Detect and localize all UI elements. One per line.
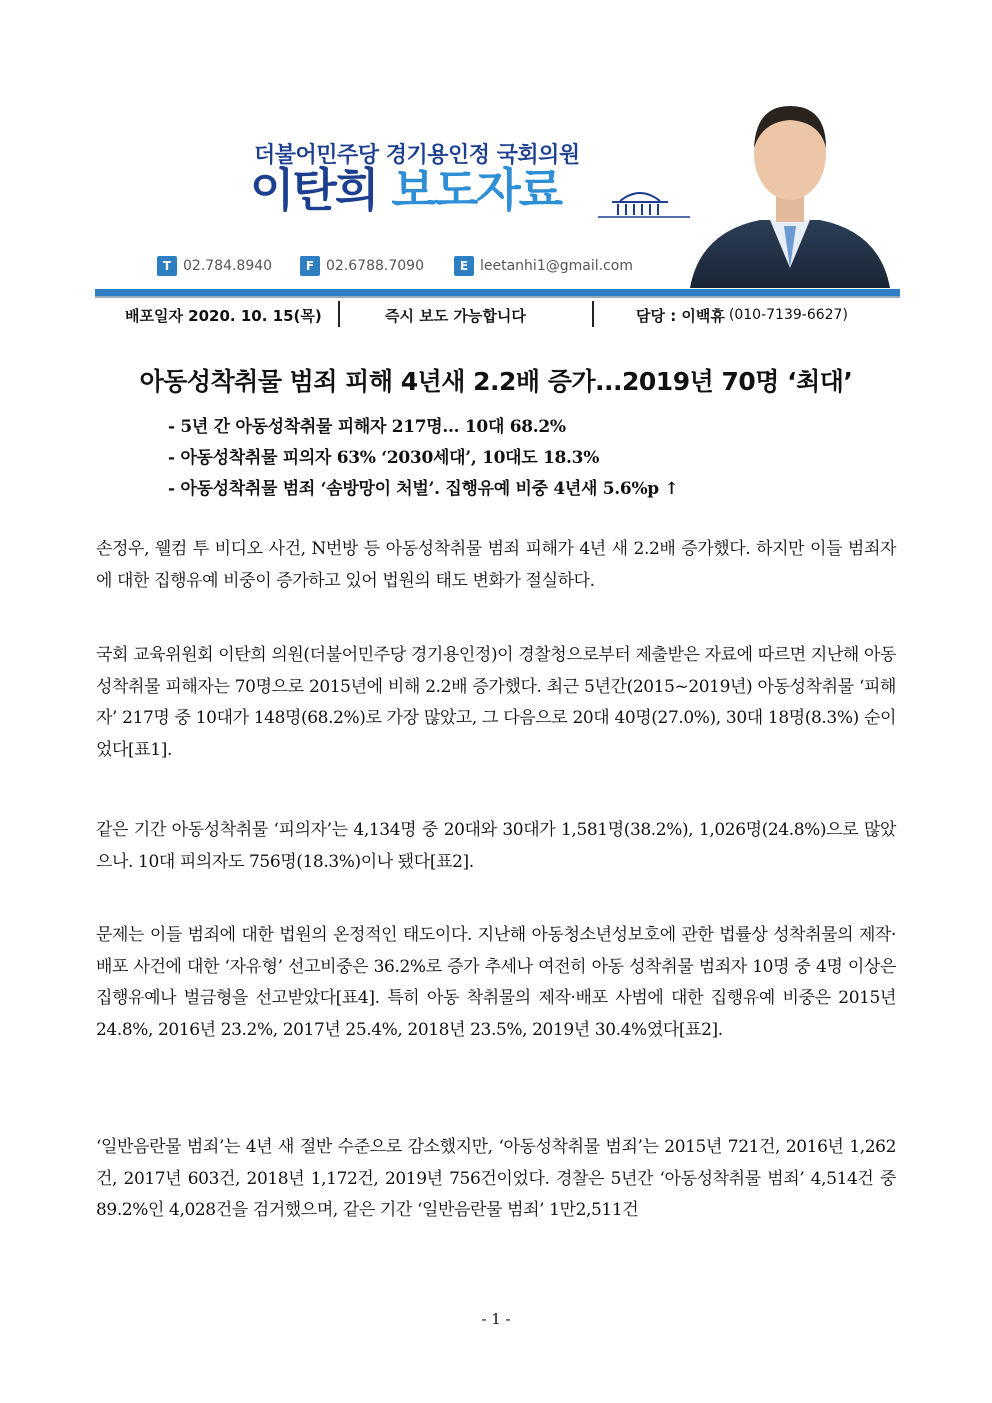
info-separator bbox=[338, 301, 340, 327]
fax-icon: F bbox=[300, 256, 320, 276]
contact-phone bbox=[157, 255, 272, 277]
national-assembly-icon bbox=[598, 185, 690, 221]
party-name: 더불어민주당 bbox=[254, 143, 379, 168]
document-type: 보도자료 bbox=[391, 163, 562, 217]
body-paragraph: 문제는 이들 범죄에 대한 법원의 온정적인 태도이다. 지난해 아동청소년성보호에 관한 법률상 성착취물의 제작·배포 사건에 대한 ‘자유형’ 선고비중은 36.2%로 증가 추세나 여전히 아동 성착취물 범죄자 10명 중 4명 이상은 집행유예나 벌금형을 선고받았다[표4]. 특히 아동 착취물의 제작·배포 사범에 대한 집행유예 비중은 2015년 24.8%, 2016년 23.2%, 2017년 25.4%, 2018년 23.5%, 2019년 30.4%였다[표2]. bbox=[96, 925, 896, 1040]
body-paragraph: 국회 교육위원회 이탄희 의원(더불어민주당 경기용인정)이 경찰청으로부터 제출받은 자료에 따르면 지난해 아동성착취물 피해자는 70명으로 2015년에 비해 2.2배 증가했다. 최근 5년간(2015~2019년) 아동성착취물 ‘피해자’ 217명 중 10대가 148명(68.2%)로 가장 많았고, 그 다음으로 20대 40명(27.0%), 30대 18명(8.3%) 순이었다[표1]. bbox=[96, 645, 896, 760]
phone-number: 02.784.8940 bbox=[183, 258, 273, 274]
email-icon: E bbox=[454, 256, 474, 276]
headline: 아동성착취물 범죄 피해 4년새 2.2배 증가...2019년 70명 ‘최대’ bbox=[139, 367, 853, 396]
release-date bbox=[125, 302, 322, 328]
fax-number: 02.6788.7090 bbox=[326, 258, 424, 274]
header-divider-thin bbox=[95, 296, 900, 298]
subheadline: - 아동성착취물 피의자 63% ‘2030세대’, 10대도 18.3% bbox=[168, 448, 600, 468]
lawmaker-portrait bbox=[680, 92, 900, 288]
header-divider bbox=[95, 289, 900, 296]
subheadline-list bbox=[168, 412, 678, 505]
body-paragraph: ‘일반음란물 범죄’는 4년 새 절반 수준으로 감소했지만, ‘아동성착취물 범죄’는 2015년 721건, 2016년 1,262건, 2017년 603건, 2018년 1,172건, 2019년 756건이었다. 경찰은 5년간 ‘아동성착취물 범죄’ 4,514건 중 89.2%인 4,028건을 검거했으며, 같은 기간 ‘일반음란물 범죄’ 1만2,511건 bbox=[96, 1137, 896, 1220]
subheadline: - 아동성착취물 범죄 ‘솜방망이 처벌’. 집행유예 비중 4년새 5.6%p ↑ bbox=[168, 479, 679, 499]
subheadline: - 5년 간 아동성착취물 피해자 217명... 10대 68.2% bbox=[168, 417, 566, 437]
release-note-text: 즉시 보도 가능합니다 bbox=[385, 306, 526, 325]
district-title: 경기용인정 국회의원 bbox=[385, 143, 580, 168]
release-note bbox=[385, 302, 526, 328]
info-separator bbox=[592, 301, 594, 327]
press-contact bbox=[636, 302, 848, 328]
press-contact-phone: (010-7139-6627) bbox=[728, 307, 848, 323]
release-date-text: 배포일자 2020. 10. 15(목) bbox=[125, 306, 322, 325]
press-contact-name: 담당 : 이백휴 bbox=[636, 306, 725, 325]
phone-icon: T bbox=[157, 256, 177, 276]
page-number: - 1 - bbox=[481, 1310, 511, 1328]
body-paragraph: 같은 기간 아동성착취물 ‘피의자’는 4,134명 중 20대와 30대가 1,581명(38.2%), 1,026명(24.8%)으로 많았으나. 10대 피의자도 756명(18.3%)이나 됐다[표2]. bbox=[96, 820, 896, 872]
contact-fax bbox=[300, 255, 424, 277]
masthead-title bbox=[250, 162, 561, 218]
contact-email bbox=[454, 255, 633, 277]
email-address[interactable]: leetanhi1@gmail.com bbox=[480, 258, 633, 274]
lawmaker-name: 이탄희 bbox=[250, 163, 378, 217]
body-paragraph: 손정우, 웰컴 투 비디오 사건, N번방 등 아동성착취물 범죄 피해가 4년 새 2.2배 증가했다. 하지만 이들 범죄자에 대한 집행유예 비중이 증가하고 있어 법원의 태도 변화가 절실하다. bbox=[96, 539, 896, 591]
